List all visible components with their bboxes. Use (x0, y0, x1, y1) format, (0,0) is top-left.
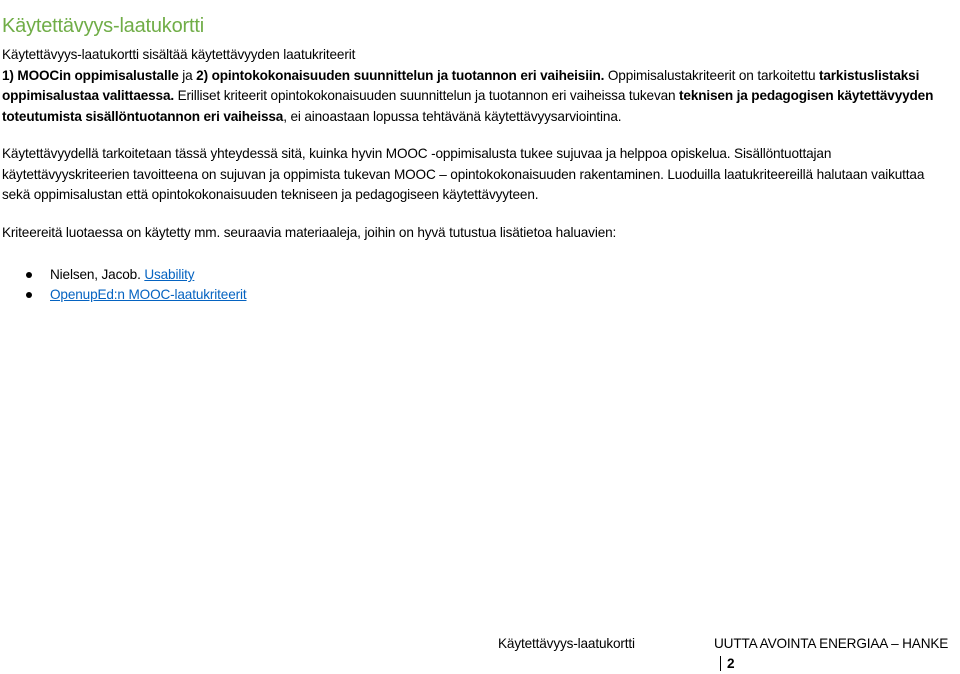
intro-text: ja (178, 67, 197, 83)
page-footer (0, 634, 960, 671)
intro-text: Erilliset kriteerit opintokokonaisuuden suunnittelun ja tuotannon eri vaiheissa tukevan (174, 88, 680, 103)
bullet-icon (26, 272, 32, 278)
intro-paragraph (2, 45, 952, 127)
list-item (2, 265, 952, 285)
usability-link[interactable]: Usability (144, 267, 195, 282)
list-item (2, 285, 952, 305)
definition-paragraph: Käytettävyydellä tarkoitetaan tässä yhteydessä sitä, kuinka hyvin MOOC -oppimisalusta tukee sujuvaa ja helppoa opiskelua. Sisällöntuottajan käytettävyyskriteerien tavoitteena on sujuvan ja oppimista tukevan MOOC – opintokokonaisuuden rakentaminen. Luoduilla laatukriteereillä halutaan vaikuttaa sekä oppimisalustan että opintokokonaisuuden tekniseen ja pedagogiseen käytettävyyteen. (2, 146, 925, 202)
intro-bold-course: 2) opintokokonaisuuden suunnittelun ja tuotannon eri vaiheisiin. (196, 67, 605, 83)
reference-author: Nielsen, Jacob. (50, 267, 145, 282)
document-body (2, 45, 952, 305)
intro-text: Oppimisalustakriteerit on tarkoitettu (604, 67, 819, 83)
intro-text: , ei ainoastaan lopussa tehtävänä käytettävyysarviointina. (283, 108, 622, 124)
openuped-link[interactable]: OpenupEd:n MOOC-laatukriteerit (50, 287, 247, 302)
footer-doc-title: Käytettävyys-laatukortti (498, 636, 635, 651)
footer-project-name: UUTTA AVOINTA ENERGIAA – HANKE (714, 636, 949, 651)
page-number: 2 (727, 656, 735, 671)
bullet-icon (26, 292, 32, 298)
references-list (2, 265, 952, 305)
intro-bold-checklist: tarkistuslistaksi oppimisalustaa valittaessa. (2, 67, 920, 103)
intro-bold-platform: 1) MOOCin oppimisalustalle (2, 67, 179, 83)
page-title: Käytettävyys-laatukortti (2, 15, 204, 38)
references-intro: Kriteereitä luotaessa on käytetty mm. seuraavia materiaaleja, joihin on hyvä tutustua lisätietoa haluavien: (2, 224, 617, 240)
footer-divider (720, 656, 721, 671)
intro-bold-usability: teknisen ja pedagogisen käytettävyyden toteutumista sisällöntuotannon eri vaiheissa (2, 88, 934, 124)
footer-project (714, 634, 960, 674)
intro-line: Käytettävyys-laatukortti sisältää käytettävyyden laatukriteerit (2, 47, 356, 62)
